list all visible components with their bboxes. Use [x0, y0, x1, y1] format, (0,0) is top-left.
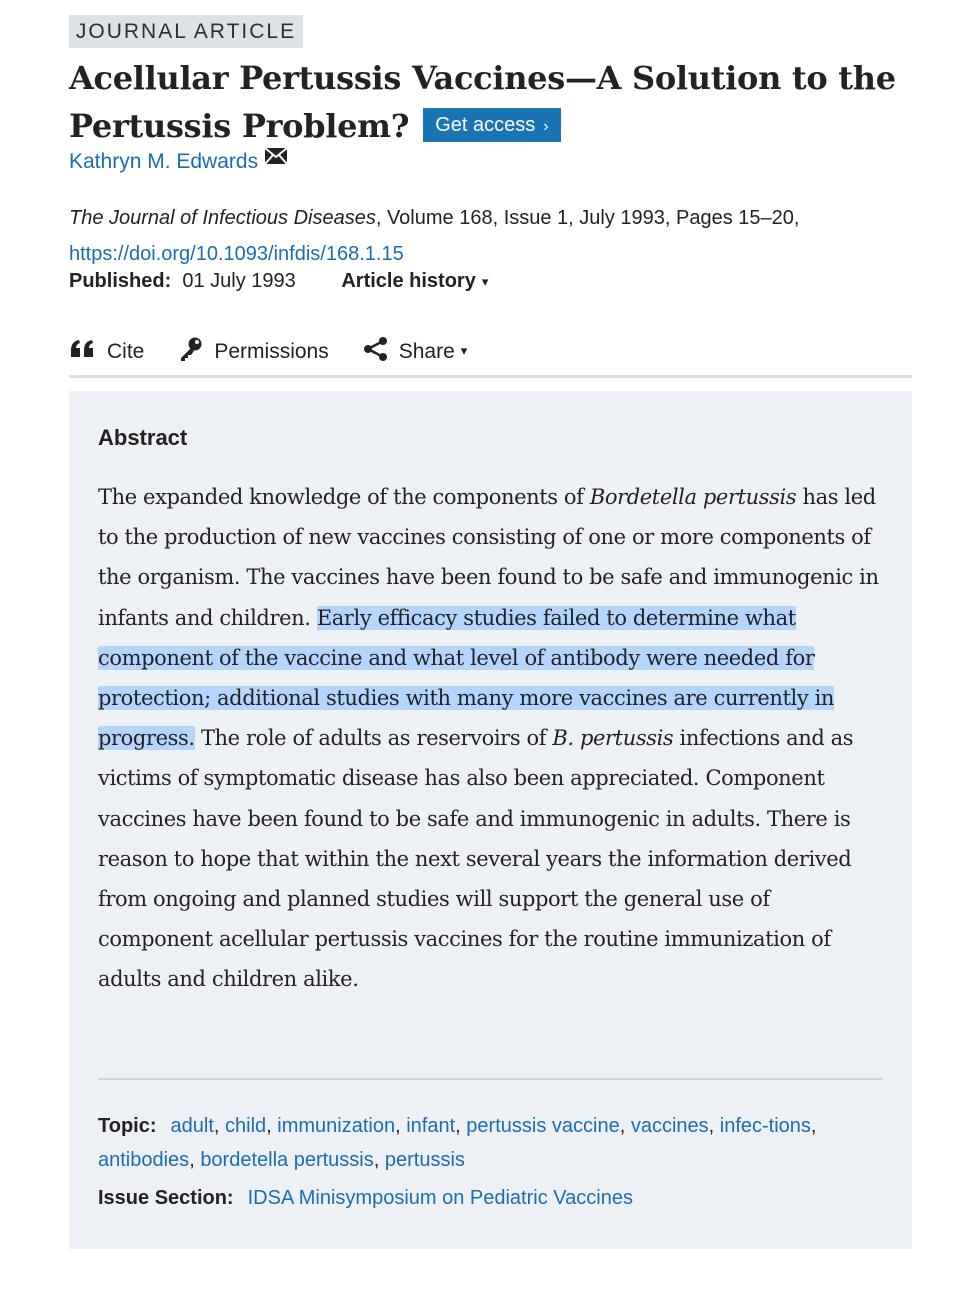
published-label: Published:	[69, 270, 172, 292]
toolbar-divider	[69, 375, 912, 378]
abstract-part-2: has led to the production of new vaccines consisting of one or more components of the organism. The vaccines have been found to be safe and immunogenic in infants and children.	[98, 485, 879, 630]
doi-link[interactable]: https://doi.org/10.1093/infdis/168.1.15	[69, 243, 404, 265]
mail-icon[interactable]	[264, 147, 288, 171]
topic-link[interactable]: infant	[406, 1115, 456, 1137]
topic-link[interactable]: immunization	[277, 1115, 396, 1137]
topic-link[interactable]: pertussis vaccine	[466, 1115, 620, 1137]
share-button[interactable]	[363, 336, 468, 368]
article-history-label: Article history	[341, 270, 476, 292]
abstract-heading: Abstract	[98, 425, 188, 450]
topic-link[interactable]: antibodies	[98, 1149, 190, 1171]
article-type-badge: JOURNAL ARTICLE	[69, 15, 303, 48]
topic-link[interactable]: adult	[170, 1115, 214, 1137]
citation-block	[69, 200, 929, 272]
abstract-part-1: The expanded knowledge of the components of	[98, 485, 590, 509]
chevron-right-icon: ›	[543, 117, 549, 135]
journal-name: The Journal of Infectious Diseases	[69, 207, 376, 229]
article-history-toggle[interactable]	[341, 270, 488, 292]
issue-section-row	[98, 1187, 633, 1210]
article-toolbar	[69, 336, 501, 368]
abstract-part-3: The role of adults as reservoirs of	[194, 726, 553, 751]
published-date: 01 July 1993	[182, 270, 296, 292]
get-access-label: Get access	[435, 113, 536, 136]
species-abbrev: B. pertussis	[552, 726, 674, 751]
permissions-label: Permissions	[214, 340, 329, 363]
topic-link[interactable]: bordetella pertussis	[200, 1149, 374, 1171]
topic-link[interactable]: child	[225, 1115, 267, 1137]
issue-section-label: Issue Section:	[98, 1187, 234, 1209]
caret-down-icon: ▾	[481, 274, 489, 289]
article-title	[69, 54, 929, 150]
share-label: Share	[398, 340, 455, 363]
topic-row: Topic: adult, child, immunization, infant, pertussis vaccine, vaccines, infec-tions, antibodies, bordetella pertussis, pertussis	[98, 1115, 817, 1171]
abstract-part-4: infections and as victims of symptomatic disease has also been appreciated. Component vaccines have been found to be safe and immunogenic in adults. There is reason to hope that within the next several years the information derived from ongoing and planned studies will support the general use of component acellular pertussis vaccines for the routine immunization of adults and children alike.	[98, 726, 854, 992]
quote-icon	[69, 339, 107, 365]
selected-text-highlight[interactable]: Early efficacy studies failed to determine what component of the vaccine and what level of antibody were needed for protection; additional studies with many more vaccines are currently in progress.	[98, 605, 835, 751]
caret-down-icon: ▾	[460, 343, 468, 358]
species-name: Bordetella pertussis	[589, 485, 797, 509]
get-access-button[interactable]	[423, 108, 560, 142]
citation-details: , Volume 168, Issue 1, July 1993, Pages 15–20,	[375, 207, 800, 229]
share-icon	[363, 336, 399, 368]
permissions-button[interactable]	[178, 336, 328, 368]
topic-label: Topic:	[98, 1115, 157, 1137]
cite-label: Cite	[107, 340, 145, 363]
issue-section-link[interactable]: IDSA Minisymposium on Pediatric Vaccines	[247, 1187, 633, 1209]
topic-link[interactable]: infec-tions	[719, 1115, 811, 1137]
key-icon	[178, 336, 214, 368]
publication-row	[69, 270, 488, 293]
abstract-divider	[98, 1078, 883, 1080]
author-link[interactable]: Kathryn M. Edwards	[69, 150, 259, 173]
article-title-text: Acellular Pertussis Vaccines—A Solution to the Pertussis Problem?	[69, 59, 896, 145]
topic-link[interactable]: vaccines	[630, 1115, 709, 1137]
cite-button[interactable]	[69, 339, 144, 365]
abstract-text	[98, 477, 888, 1000]
abstract-panel	[69, 391, 912, 1249]
topic-link[interactable]: pertussis	[384, 1149, 465, 1171]
author-line	[69, 150, 288, 174]
